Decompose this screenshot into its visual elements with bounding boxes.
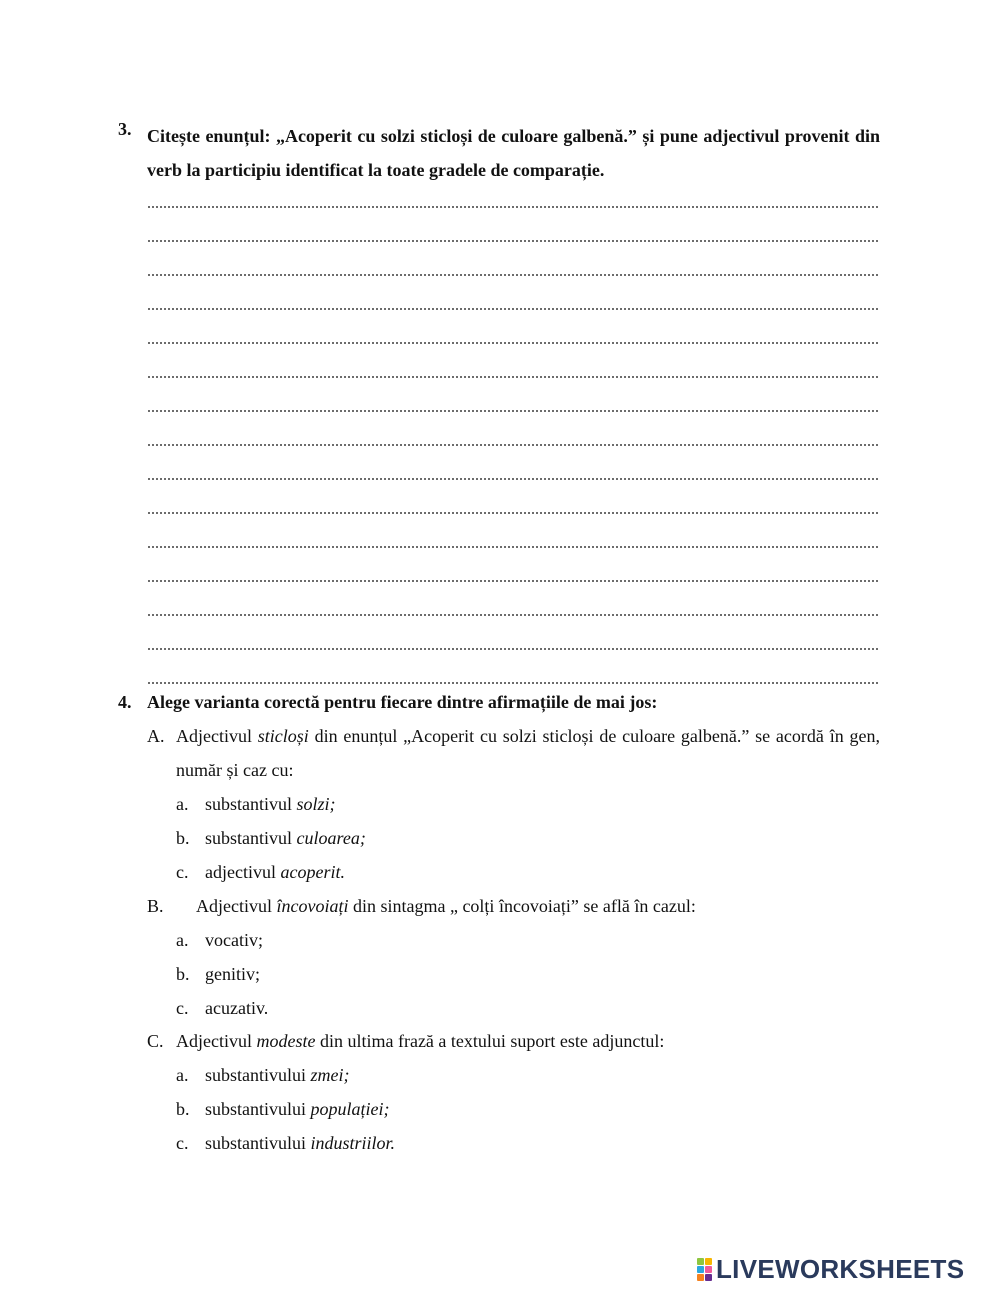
option-letter: c. (176, 998, 189, 1018)
option-letter: a. (176, 1065, 189, 1085)
option-a-a[interactable]: substantivul solzi; (205, 794, 336, 814)
section-a-keyword: sticloși (257, 726, 309, 746)
logo-text: LIVEWORKSHEETS (716, 1253, 965, 1284)
liveworksheets-logo[interactable] (697, 1254, 964, 1284)
section-c-statement: Adjectivul modeste din ultima frază a textului suport este adjunctul: (176, 1031, 665, 1051)
option-letter: c. (176, 862, 189, 882)
question-4-number: 4. (118, 692, 132, 712)
option-c-b[interactable]: substantivului populației; (205, 1099, 390, 1119)
logo-square (705, 1258, 712, 1265)
answer-area[interactable] (147, 181, 880, 691)
section-b-statement: Adjectivul încovoiați din sintagma „ colți încovoiați” se află în cazul: (196, 896, 696, 916)
option-c-a[interactable]: substantivului zmei; (205, 1065, 350, 1085)
answer-line[interactable] (147, 317, 880, 351)
section-b-keyword: încovoiați (276, 896, 349, 916)
answer-line[interactable] (147, 555, 880, 589)
option-a-b[interactable]: substantivul culoarea; (205, 828, 366, 848)
answer-line[interactable] (147, 521, 880, 555)
option-c-c[interactable]: substantivului industriilor. (205, 1133, 396, 1153)
answer-line[interactable] (147, 589, 880, 623)
liveworksheets-logo-icon (697, 1258, 712, 1281)
logo-square (697, 1274, 704, 1281)
answer-line[interactable] (147, 283, 880, 317)
section-c-keyword: modeste (256, 1031, 316, 1051)
logo-square (697, 1258, 704, 1265)
question-3-text: Citește enunțul: „Acoperit cu solzi sticloși de culoare galbenă.” și pune adjectivul provenit din verb la participiu identificat la toate gradele de comparație. (147, 126, 880, 180)
answer-line[interactable] (147, 487, 880, 521)
option-a-c[interactable]: adjectivul acoperit. (205, 862, 345, 882)
question-4-text: Alege varianta corectă pentru fiecare dintre afirmațiile de mai jos: (147, 692, 658, 712)
answer-line[interactable] (147, 181, 880, 215)
option-letter: b. (176, 828, 190, 848)
answer-line[interactable] (147, 249, 880, 283)
section-a-statement: Adjectivul sticloși din enunțul „Acoperit cu solzi sticloși de culoare galbenă.” se acordă în gen, număr și caz cu: (176, 726, 880, 780)
answer-line[interactable] (147, 623, 880, 657)
section-c-label: C. (147, 1031, 164, 1051)
answer-line[interactable] (147, 385, 880, 419)
section-b-label: B. (147, 896, 164, 916)
option-b-b[interactable]: genitiv; (205, 964, 260, 984)
option-letter: b. (176, 964, 190, 984)
answer-line[interactable] (147, 453, 880, 487)
option-letter: a. (176, 794, 189, 814)
logo-square (705, 1274, 712, 1281)
option-letter: c. (176, 1133, 189, 1153)
option-letter: a. (176, 930, 189, 950)
section-a-label: A. (147, 726, 165, 746)
logo-square (697, 1266, 704, 1273)
option-letter: b. (176, 1099, 190, 1119)
option-b-a[interactable]: vocativ; (205, 930, 263, 950)
answer-line[interactable] (147, 657, 880, 691)
logo-square (705, 1266, 712, 1273)
answer-line[interactable] (147, 351, 880, 385)
answer-line[interactable] (147, 215, 880, 249)
question-3-number: 3. (118, 119, 132, 139)
answer-line[interactable] (147, 419, 880, 453)
option-b-c[interactable]: acuzativ. (205, 998, 269, 1018)
